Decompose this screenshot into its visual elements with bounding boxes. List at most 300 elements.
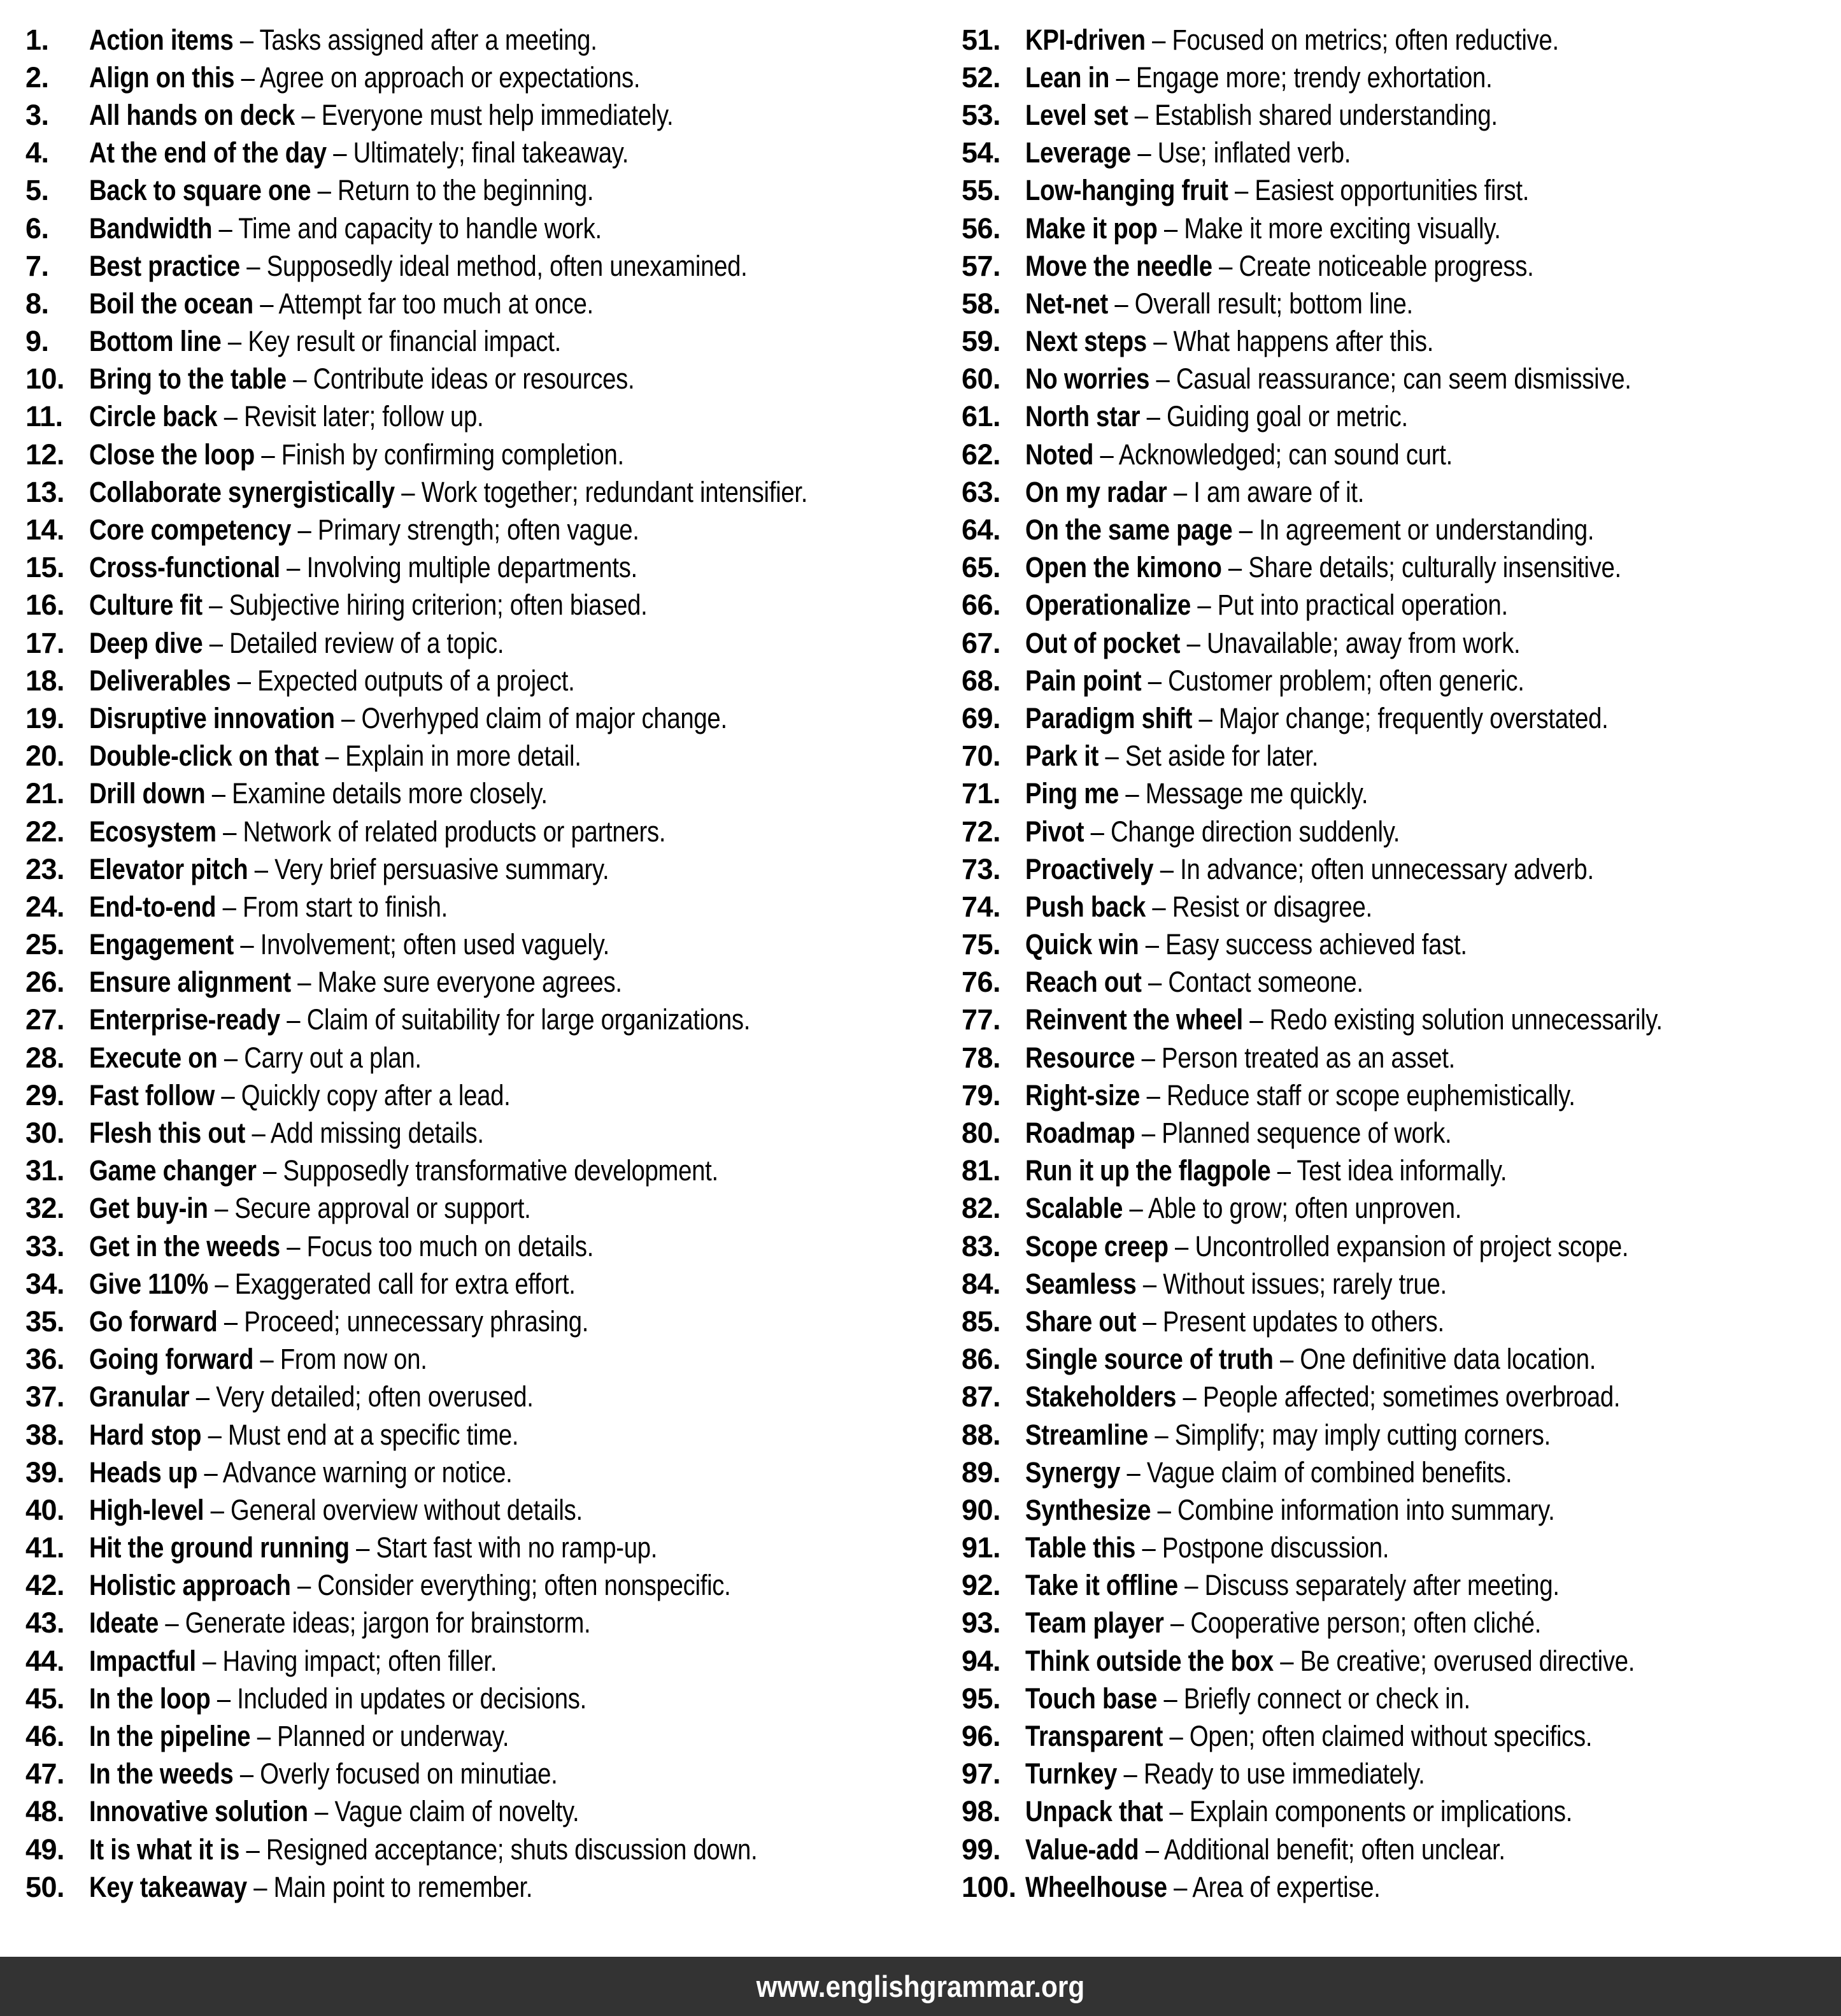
item-term: Open the kimono	[1025, 551, 1222, 584]
list-item	[962, 662, 1840, 699]
item-term: Table this	[1025, 1531, 1136, 1564]
item-text: Execute on – Carry out a plan.	[89, 1041, 422, 1074]
item-number: 23.	[25, 852, 65, 885]
item-text: Collaborate synergistically – Work together; redundant intensifier.	[89, 475, 808, 508]
item-term: Push back	[1025, 890, 1146, 923]
item-number: 78.	[962, 1041, 1001, 1074]
item-number: 10.	[25, 362, 65, 396]
list-item	[25, 1076, 920, 1114]
item-text: Take it offline – Discuss separately after meeting.	[1025, 1569, 1560, 1602]
list-item	[25, 1152, 920, 1190]
item-term: Roadmap	[1025, 1117, 1135, 1150]
list-item	[962, 1039, 1840, 1076]
list-item	[962, 1717, 1840, 1755]
item-text: Ensure alignment – Make sure everyone agrees.	[89, 966, 622, 999]
item-number: 12.	[25, 438, 65, 471]
item-term: All hands on deck	[89, 98, 295, 131]
item-term: Seamless	[1025, 1267, 1137, 1300]
item-term: Level set	[1025, 98, 1128, 131]
item-text: Close the loop – Finish by confirming completion.	[89, 438, 624, 471]
item-text: Double-click on that – Explain in more detail.	[89, 740, 581, 773]
list-item	[25, 1793, 920, 1831]
list-item	[25, 247, 920, 285]
item-text: Open the kimono – Share details; culturally insensitive.	[1025, 551, 1621, 584]
list-item	[25, 1454, 920, 1491]
item-term: No worries	[1025, 362, 1150, 396]
list-item	[25, 21, 920, 59]
list-item	[25, 361, 920, 398]
item-term: Take it offline	[1025, 1569, 1178, 1602]
item-term: Synergy	[1025, 1455, 1121, 1489]
item-number: 6.	[25, 211, 49, 245]
item-number: 68.	[962, 664, 1001, 697]
item-text: Scope creep – Uncontrolled expansion of project scope.	[1025, 1229, 1629, 1262]
item-text: Bring to the table – Contribute ideas or resources.	[89, 362, 635, 396]
item-text: Synthesize – Combine information into summary.	[1025, 1493, 1555, 1526]
item-text: Level set – Establish shared understanding.	[1025, 98, 1498, 131]
list-item	[25, 850, 920, 888]
item-text: Disruptive innovation – Overhyped claim of major change.	[89, 701, 727, 734]
item-term: Ecosystem	[89, 815, 217, 848]
list-item	[962, 172, 1840, 210]
item-term: Boil the ocean	[89, 287, 253, 320]
item-number: 83.	[962, 1229, 1001, 1262]
item-number: 27.	[25, 1003, 65, 1036]
item-term: KPI-driven	[1025, 23, 1146, 56]
list-item	[25, 1416, 920, 1454]
item-term: Right-size	[1025, 1078, 1141, 1112]
item-number: 2.	[25, 61, 49, 94]
item-text: Pain point – Customer problem; often generic.	[1025, 664, 1525, 697]
item-term: Operationalize	[1025, 589, 1191, 622]
list-item	[962, 1152, 1840, 1190]
item-term: Ping me	[1025, 777, 1119, 810]
item-number: 55.	[962, 174, 1001, 207]
item-term: High-level	[89, 1493, 204, 1526]
list-item	[962, 96, 1840, 134]
list-item	[25, 549, 920, 587]
item-term: Lean in	[1025, 61, 1110, 94]
item-text: In the pipeline – Planned or underway.	[89, 1720, 509, 1753]
item-number: 87.	[962, 1380, 1001, 1413]
list-item	[25, 511, 920, 548]
list-item	[25, 134, 920, 172]
item-text: Back to square one – Return to the beginning.	[89, 174, 594, 207]
list-item	[962, 1227, 1840, 1265]
item-text: Right-size – Reduce staff or scope euphemistically.	[1025, 1078, 1575, 1112]
item-number: 52.	[962, 61, 1001, 94]
list-item	[25, 398, 920, 436]
item-term: Reach out	[1025, 966, 1142, 999]
item-text: Boil the ocean – Attempt far too much at once.	[89, 287, 594, 320]
item-number: 56.	[962, 211, 1001, 245]
item-text: Touch base – Briefly connect or check in.	[1025, 1682, 1470, 1715]
list-item	[962, 1831, 1840, 1868]
item-term: Bring to the table	[89, 362, 287, 396]
item-term: It is what it is	[89, 1833, 240, 1866]
item-number: 91.	[962, 1531, 1001, 1564]
item-term: Streamline	[1025, 1418, 1149, 1451]
item-number: 80.	[962, 1117, 1001, 1150]
item-text: Ecosystem – Network of related products or partners.	[89, 815, 666, 848]
list-item	[25, 1605, 920, 1642]
item-number: 53.	[962, 98, 1001, 131]
item-text: Get in the weeds – Focus too much on details.	[89, 1229, 594, 1262]
item-number: 79.	[962, 1078, 1001, 1112]
item-text: Granular – Very detailed; often overused.	[89, 1380, 534, 1413]
list-item	[962, 511, 1840, 548]
item-number: 38.	[25, 1418, 65, 1451]
list-item	[962, 323, 1840, 361]
item-term: Quick win	[1025, 928, 1139, 961]
item-text: Move the needle – Create noticeable progress.	[1025, 249, 1534, 282]
item-number: 49.	[25, 1833, 65, 1866]
list-item	[962, 1265, 1840, 1303]
item-term: Leverage	[1025, 136, 1131, 169]
item-number: 65.	[962, 551, 1001, 584]
item-text: Proactively – In advance; often unnecessary adverb.	[1025, 852, 1594, 885]
item-number: 25.	[25, 928, 65, 961]
list-item	[962, 1190, 1840, 1227]
item-number: 48.	[25, 1795, 65, 1828]
item-term: Hard stop	[89, 1418, 202, 1451]
item-term: North star	[1025, 400, 1141, 433]
column-right	[920, 21, 1840, 1906]
item-text: In the weeds – Overly focused on minutiae.	[89, 1757, 558, 1791]
item-number: 85.	[962, 1305, 1001, 1338]
item-term: Holistic approach	[89, 1569, 291, 1602]
item-number: 14.	[25, 513, 65, 547]
item-number: 42.	[25, 1569, 65, 1602]
item-text: Deliverables – Expected outputs of a project.	[89, 664, 575, 697]
item-text: No worries – Casual reassurance; can seem dismissive.	[1025, 362, 1631, 396]
item-term: Deliverables	[89, 664, 231, 697]
item-text: Low-hanging fruit – Easiest opportunities first.	[1025, 174, 1530, 207]
item-number: 88.	[962, 1418, 1001, 1451]
list-item	[962, 888, 1840, 926]
item-text: Holistic approach – Consider everything; often nonspecific.	[89, 1569, 731, 1602]
item-number: 18.	[25, 664, 65, 697]
item-number: 1.	[25, 23, 49, 56]
item-number: 24.	[25, 890, 65, 923]
item-term: Going forward	[89, 1343, 254, 1376]
list-item	[962, 361, 1840, 398]
item-text: Operationalize – Put into practical operation.	[1025, 589, 1508, 622]
item-number: 39.	[25, 1455, 65, 1489]
item-term: Align on this	[89, 61, 235, 94]
list-item	[962, 436, 1840, 473]
item-term: Resource	[1025, 1041, 1135, 1074]
item-term: On the same page	[1025, 513, 1233, 547]
item-term: Net-net	[1025, 287, 1108, 320]
list-item	[962, 1868, 1840, 1906]
item-number: 8.	[25, 287, 49, 320]
list-item	[25, 1341, 920, 1378]
item-number: 64.	[962, 513, 1001, 547]
item-term: Get buy-in	[89, 1192, 208, 1225]
item-term: Noted	[1025, 438, 1094, 471]
item-number: 75.	[962, 928, 1001, 961]
item-term: Pivot	[1025, 815, 1084, 848]
item-number: 95.	[962, 1682, 1001, 1715]
item-number: 44.	[25, 1644, 65, 1677]
item-term: Get in the weeds	[89, 1229, 280, 1262]
list-item	[962, 473, 1840, 511]
item-text: Engagement – Involvement; often used vaguely.	[89, 928, 609, 961]
list-item	[962, 1642, 1840, 1680]
list-item	[962, 775, 1840, 813]
list-item	[962, 1567, 1840, 1605]
item-number: 69.	[962, 701, 1001, 734]
item-text: Park it – Set aside for later.	[1025, 740, 1319, 773]
list-item	[962, 1793, 1840, 1831]
item-term: Enterprise-ready	[89, 1003, 280, 1036]
item-term: Pain point	[1025, 664, 1142, 697]
item-number: 97.	[962, 1757, 1001, 1791]
list-item	[962, 210, 1840, 247]
item-number: 19.	[25, 701, 65, 734]
item-text: Bottom line – Key result or financial impact.	[89, 325, 562, 358]
list-item	[25, 436, 920, 473]
list-item	[25, 1831, 920, 1868]
item-text: Fast follow – Quickly copy after a lead.	[89, 1078, 511, 1112]
item-term: Out of pocket	[1025, 626, 1181, 659]
item-number: 67.	[962, 626, 1001, 659]
item-text: Go forward – Proceed; unnecessary phrasing.	[89, 1305, 589, 1338]
list-item	[962, 1755, 1840, 1793]
item-text: High-level – General overview without details.	[89, 1493, 583, 1526]
item-text: Enterprise-ready – Claim of suitability for large organizations.	[89, 1003, 751, 1036]
item-number: 5.	[25, 174, 49, 207]
item-number: 41.	[25, 1531, 65, 1564]
item-text: KPI-driven – Focused on metrics; often reductive.	[1025, 23, 1559, 56]
item-term: Disruptive innovation	[89, 701, 335, 734]
item-term: Impactful	[89, 1644, 196, 1677]
item-term: Wheelhouse	[1025, 1870, 1167, 1903]
item-term: Bottom line	[89, 325, 222, 358]
footer-url: www.englishgrammar.org	[756, 1970, 1085, 2003]
item-number: 16.	[25, 589, 65, 622]
item-number: 17.	[25, 626, 65, 659]
list-item	[962, 1303, 1840, 1340]
item-number: 77.	[962, 1003, 1001, 1036]
list-item	[962, 398, 1840, 436]
item-text: Innovative solution – Vague claim of novelty.	[89, 1795, 579, 1828]
item-number: 92.	[962, 1569, 1001, 1602]
item-text: Net-net – Overall result; bottom line.	[1025, 287, 1413, 320]
item-number: 70.	[962, 740, 1001, 773]
list-item	[25, 1114, 920, 1152]
list-item	[962, 699, 1840, 737]
item-text: Flesh this out – Add missing details.	[89, 1117, 484, 1150]
list-item	[25, 1039, 920, 1076]
item-term: Hit the ground running	[89, 1531, 350, 1564]
item-number: 89.	[962, 1455, 1001, 1489]
item-number: 31.	[25, 1154, 65, 1187]
item-term: Go forward	[89, 1305, 218, 1338]
item-text: Paradigm shift – Major change; frequently overstated.	[1025, 701, 1609, 734]
item-number: 61.	[962, 400, 1001, 433]
item-text: Transparent – Open; often claimed without specifics.	[1025, 1720, 1593, 1753]
list-item	[962, 587, 1840, 624]
item-term: Game changer	[89, 1154, 257, 1187]
item-text: End-to-end – From start to finish.	[89, 890, 448, 923]
item-term: Value-add	[1025, 1833, 1139, 1866]
item-number: 72.	[962, 815, 1001, 848]
item-number: 60.	[962, 362, 1001, 396]
list-item	[25, 172, 920, 210]
item-term: Low-hanging fruit	[1025, 174, 1228, 207]
list-item	[962, 850, 1840, 888]
item-number: 28.	[25, 1041, 65, 1074]
item-number: 34.	[25, 1267, 65, 1300]
list-item	[962, 624, 1840, 662]
item-text: Drill down – Examine details more closely.	[89, 777, 548, 810]
item-text: Seamless – Without issues; rarely true.	[1025, 1267, 1447, 1300]
item-text: In the loop – Included in updates or decisions.	[89, 1682, 587, 1715]
item-text: North star – Guiding goal or metric.	[1025, 400, 1408, 433]
item-term: Elevator pitch	[89, 852, 248, 885]
list-item	[962, 1378, 1840, 1416]
item-term: Single source of truth	[1025, 1343, 1274, 1376]
item-number: 93.	[962, 1606, 1001, 1640]
list-item	[25, 662, 920, 699]
list-item	[25, 587, 920, 624]
item-term: Deep dive	[89, 626, 203, 659]
item-term: Transparent	[1025, 1720, 1163, 1753]
item-number: 62.	[962, 438, 1001, 471]
item-number: 54.	[962, 136, 1001, 169]
list-item	[25, 59, 920, 96]
list-item	[25, 1642, 920, 1680]
item-text: Turnkey – Ready to use immediately.	[1025, 1757, 1425, 1791]
list-item	[25, 775, 920, 813]
list-item	[25, 210, 920, 247]
item-text: Best practice – Supposedly ideal method, often unexamined.	[89, 249, 748, 282]
item-term: Share out	[1025, 1305, 1137, 1338]
item-text: Give 110% – Exaggerated call for extra effort.	[89, 1267, 576, 1300]
list-item	[25, 1190, 920, 1227]
item-term: Cross-functional	[89, 551, 280, 584]
item-number: 71.	[962, 777, 1001, 810]
list-item	[962, 1680, 1840, 1717]
list-item	[25, 1868, 920, 1906]
item-text: Impactful – Having impact; often filler.	[89, 1644, 497, 1677]
item-text: Ideate – Generate ideas; jargon for brainstorm.	[89, 1606, 591, 1640]
item-number: 86.	[962, 1343, 1001, 1376]
item-term: Give 110%	[89, 1267, 208, 1300]
list-item	[25, 285, 920, 322]
list-item	[25, 1303, 920, 1340]
item-number: 90.	[962, 1493, 1001, 1526]
item-text: Stakeholders – People affected; sometimes overbroad.	[1025, 1380, 1621, 1413]
item-term: Drill down	[89, 777, 206, 810]
item-number: 63.	[962, 475, 1001, 508]
item-text: Synergy – Vague claim of combined benefits.	[1025, 1455, 1512, 1489]
footer-bar	[0, 1957, 1841, 2016]
item-term: Best practice	[89, 249, 240, 282]
item-number: 40.	[25, 1493, 65, 1526]
item-text: Circle back – Revisit later; follow up.	[89, 400, 484, 433]
item-term: Heads up	[89, 1455, 198, 1489]
item-term: Execute on	[89, 1041, 218, 1074]
item-term: Innovative solution	[89, 1795, 308, 1828]
item-text: All hands on deck – Everyone must help immediately.	[89, 98, 674, 131]
list-item	[962, 738, 1840, 775]
item-term: Granular	[89, 1380, 190, 1413]
list-item	[962, 1454, 1840, 1491]
item-number: 59.	[962, 325, 1001, 358]
item-text: Noted – Acknowledged; can sound curt.	[1025, 438, 1453, 471]
item-term: Synthesize	[1025, 1493, 1151, 1526]
item-text: Elevator pitch – Very brief persuasive summary.	[89, 852, 609, 885]
list-item	[25, 1567, 920, 1605]
item-term: Scalable	[1025, 1192, 1123, 1225]
item-term: Stakeholders	[1025, 1380, 1177, 1413]
item-term: Double-click on that	[89, 740, 319, 773]
item-number: 58.	[962, 287, 1001, 320]
item-number: 3.	[25, 98, 49, 131]
item-text: Single source of truth – One definitive data location.	[1025, 1343, 1596, 1376]
list-item	[962, 1416, 1840, 1454]
item-number: 4.	[25, 136, 49, 169]
item-term: Move the needle	[1025, 249, 1212, 282]
item-number: 45.	[25, 1682, 65, 1715]
item-text: At the end of the day – Ultimately; final takeaway.	[89, 136, 629, 169]
list-item	[25, 96, 920, 134]
list-item	[25, 926, 920, 964]
item-text: Streamline – Simplify; may imply cutting corners.	[1025, 1418, 1551, 1451]
item-term: End-to-end	[89, 890, 217, 923]
item-number: 11.	[25, 400, 63, 433]
item-term: At the end of the day	[89, 136, 327, 169]
item-text: Key takeaway – Main point to remember.	[89, 1870, 533, 1903]
item-number: 81.	[962, 1154, 1001, 1187]
item-number: 21.	[25, 777, 65, 810]
item-text: Core competency – Primary strength; often vague.	[89, 513, 639, 547]
item-number: 30.	[25, 1117, 65, 1150]
item-number: 32.	[25, 1192, 65, 1225]
item-text: Get buy-in – Secure approval or support.	[89, 1192, 531, 1225]
item-number: 9.	[25, 325, 49, 358]
item-text: Unpack that – Explain components or implications.	[1025, 1795, 1573, 1828]
item-text: Value-add – Additional benefit; often unclear.	[1025, 1833, 1505, 1866]
list-item	[25, 888, 920, 926]
item-text: Hard stop – Must end at a specific time.	[89, 1418, 519, 1451]
column-left	[0, 21, 920, 1906]
item-text: Lean in – Engage more; trendy exhortation.	[1025, 61, 1493, 94]
item-number: 47.	[25, 1757, 65, 1791]
list-item	[25, 323, 920, 361]
list-item	[25, 738, 920, 775]
list-item	[962, 1491, 1840, 1529]
item-number: 22.	[25, 815, 65, 848]
list-item	[25, 1265, 920, 1303]
item-text: Bandwidth – Time and capacity to handle work.	[89, 211, 602, 245]
item-text: Heads up – Advance warning or notice.	[89, 1455, 513, 1489]
item-text: Out of pocket – Unavailable; away from work.	[1025, 626, 1521, 659]
item-term: Fast follow	[89, 1078, 215, 1112]
list-item	[962, 1341, 1840, 1378]
item-text: Cross-functional – Involving multiple departments.	[89, 551, 637, 584]
list-item	[25, 1680, 920, 1717]
item-text: Going forward – From now on.	[89, 1343, 427, 1376]
list-item	[962, 964, 1840, 1001]
item-term: In the pipeline	[89, 1720, 251, 1753]
item-text: Culture fit – Subjective hiring criterion; often biased.	[89, 589, 648, 622]
item-number: 36.	[25, 1343, 65, 1376]
item-number: 99.	[962, 1833, 1001, 1866]
